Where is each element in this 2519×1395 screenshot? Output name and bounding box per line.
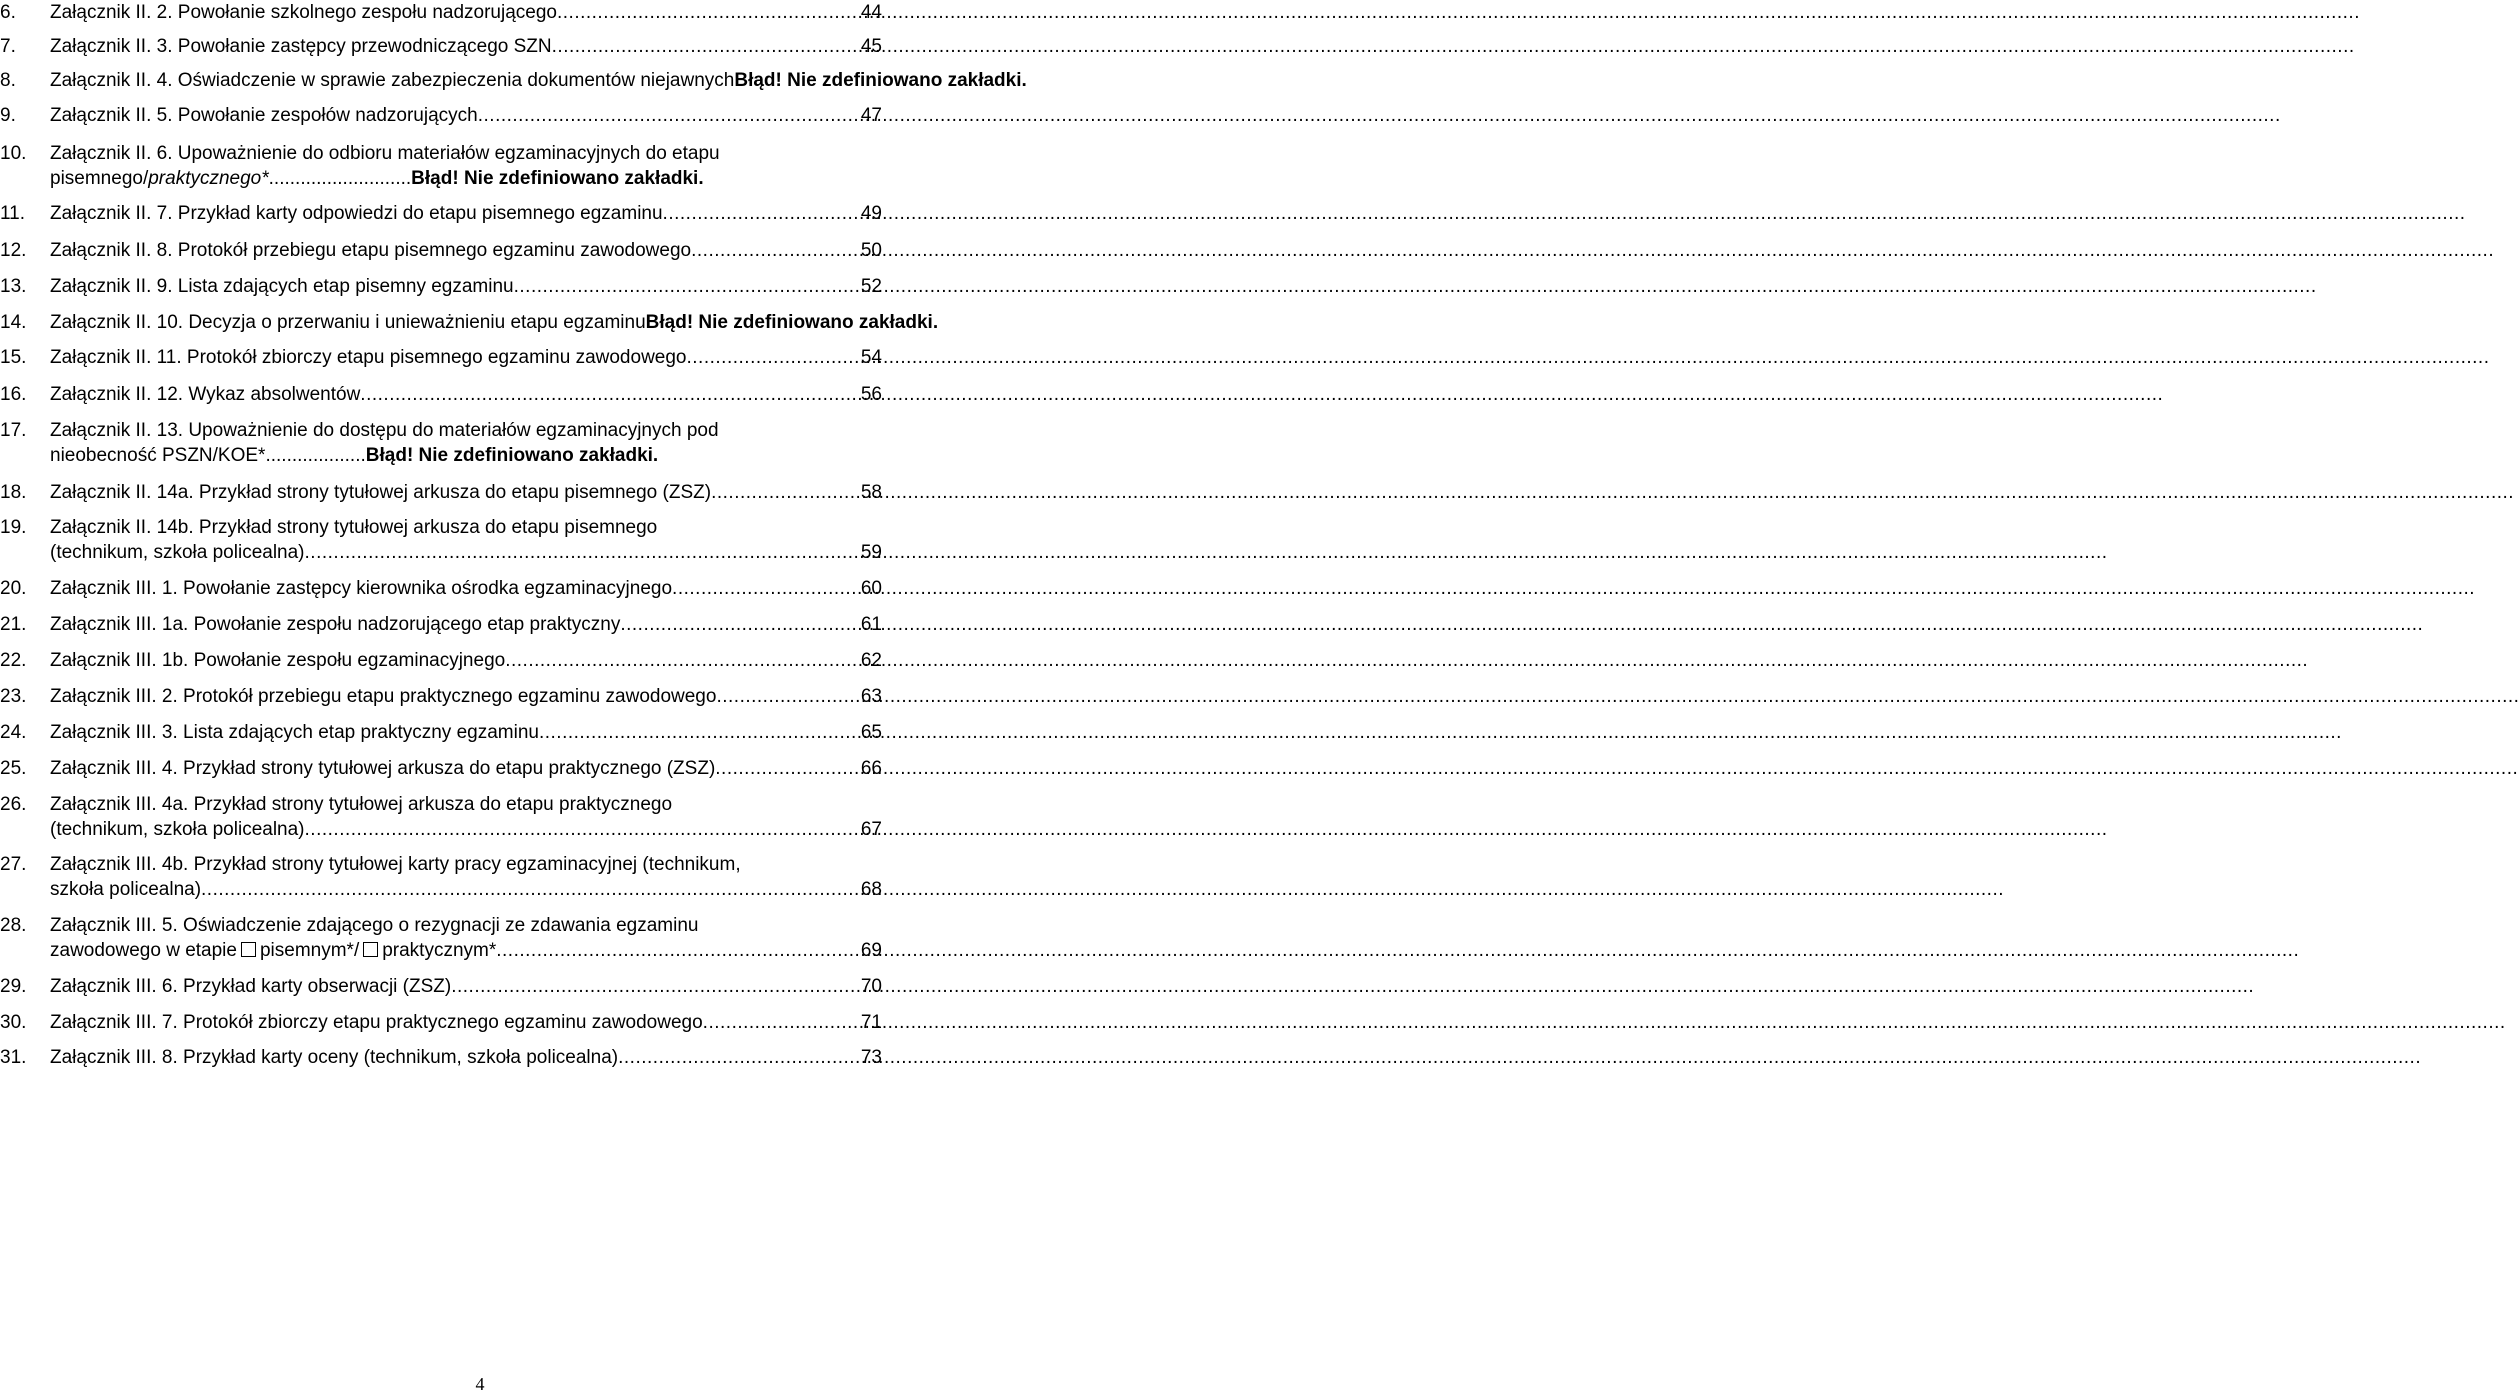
entry-page-number: 60 [860, 578, 882, 599]
dot-leader [620, 614, 2423, 636]
dot-leader: ........................... [268, 168, 412, 189]
entry-number: 6. [0, 2, 16, 23]
entry-title: Załącznik II. 8. Protokół przebiegu etapu pisemnego egzaminu zawodowego [50, 240, 692, 261]
entry-number: 10. [0, 143, 27, 164]
dot-leader [691, 240, 2494, 262]
entry-number: 15. [0, 347, 27, 368]
entry-number: 18. [0, 482, 27, 503]
entry-page-number: 63 [860, 686, 882, 707]
entry-page-number: 56 [860, 384, 882, 405]
entry-title-continued: (technikum, szkoła policealna) [50, 542, 305, 563]
entry-number: 30. [0, 1012, 27, 1033]
entry-number: 14. [0, 312, 27, 333]
entry-number: 16. [0, 384, 27, 405]
option-written: pisemnym*/ [259, 940, 360, 961]
entry-title: Załącznik II. 6. Upoważnienie do odbioru materiałów egzaminacyjnych do etapu [50, 143, 720, 164]
entry-number: 26. [0, 794, 27, 815]
dot-leader [505, 650, 2308, 672]
entry-page-number: 58 [860, 482, 882, 503]
entry-page-number: 71 [860, 1012, 882, 1033]
entry-title: Załącznik III. 6. Przykład karty obserwacji (ZSZ) [50, 976, 452, 997]
entry-number: 13. [0, 276, 27, 297]
entry-title-italic: praktycznego* [148, 168, 269, 189]
entry-page-number: 69 [860, 940, 882, 961]
entry-number: 17. [0, 420, 27, 441]
entry-page-number: 44 [860, 2, 882, 23]
entry-number: 27. [0, 854, 27, 875]
bookmark-error: Błąd! Nie zdefiniowano zakładki. [365, 445, 659, 466]
entry-title: Załącznik II. 14b. Przykład strony tytułowej arkusza do etapu pisemnego [50, 517, 658, 538]
dot-leader [305, 542, 2108, 564]
dot-leader [552, 36, 2355, 58]
dot-leader: ................... [265, 445, 366, 466]
entry-page-number: 66 [860, 758, 882, 779]
entry-page-number: 61 [860, 614, 882, 635]
entry-title: Załącznik II. 11. Protokół zbiorczy etapu pisemnego egzaminu zawodowego [50, 347, 687, 368]
dot-leader [496, 940, 2299, 962]
dot-leader [716, 686, 2519, 708]
entry-title: Załącznik III. 4a. Przykład strony tytułowej arkusza do etapu praktycznego [50, 794, 673, 815]
dot-leader [672, 578, 2475, 600]
entry-title-continued: zawodowego w etapie [50, 940, 237, 961]
entry-number: 11. [0, 203, 26, 224]
entry-page-number: 52 [860, 276, 882, 297]
entry-page-number: 54 [860, 347, 882, 368]
entry-page-number: 73 [860, 1047, 882, 1068]
dot-leader [663, 203, 2466, 225]
checkbox-icon [241, 942, 256, 957]
dot-leader [711, 482, 2514, 504]
entry-title: Załącznik II. 13. Upoważnienie do dostępu do materiałów egzaminacyjnych pod [50, 420, 719, 441]
entry-page-number: 65 [860, 722, 882, 743]
entry-number: 29. [0, 976, 27, 997]
entry-title-continued: (technikum, szkoła policealna) [50, 819, 305, 840]
entry-page-number: 67 [860, 819, 882, 840]
entry-title: Załącznik III. 1b. Powołanie zespołu egzaminacyjnego [50, 650, 506, 671]
entry-page-number: 50 [860, 240, 882, 261]
entry-number: 25. [0, 758, 27, 779]
dot-leader [539, 722, 2342, 744]
entry-title-continued: szkoła policealna) [50, 879, 202, 900]
dot-leader [478, 105, 2281, 127]
entry-page-number: 70 [860, 976, 882, 997]
dot-leader [618, 1047, 2421, 1069]
entry-title: Załącznik III. 7. Protokół zbiorczy etapu praktycznego egzaminu zawodowego [50, 1012, 703, 1033]
entry-title: Załącznik III. 1. Powołanie zastępcy kierownika ośrodka egzaminacyjnego [50, 578, 673, 599]
entry-number: 23. [0, 686, 27, 707]
entry-number: 12. [0, 240, 27, 261]
entry-title: Załącznik II. 10. Decyzja o przerwaniu i unieważnieniu etapu egzaminu [50, 312, 646, 333]
dot-leader [687, 347, 2490, 369]
entry-number: 7. [0, 36, 16, 57]
entry-title: Załącznik III. 5. Oświadczenie zdającego o rezygnacji ze zdawania egzaminu [50, 915, 699, 936]
entry-number: 19. [0, 517, 27, 538]
entry-number: 9. [0, 105, 16, 126]
entry-number: 8. [0, 70, 16, 91]
entry-title: Załącznik II. 3. Powołanie zastępcy przewodniczącego SZN [50, 36, 552, 57]
dot-leader [715, 758, 2518, 780]
entry-page-number: 68 [860, 879, 882, 900]
entry-page-number: 49 [860, 203, 882, 224]
bookmark-error: Błąd! Nie zdefiniowano zakładki. [645, 312, 939, 333]
entry-number: 21. [0, 614, 27, 635]
entry-title: Załącznik II. 14a. Przykład strony tytułowej arkusza do etapu pisemnego (ZSZ) [50, 482, 712, 503]
option-practical: praktycznym* [382, 940, 497, 961]
entry-page-number: 45 [860, 36, 882, 57]
entry-page-number: 59 [860, 542, 882, 563]
entry-title: Załącznik II. 9. Lista zdających etap pisemny egzaminu [50, 276, 514, 297]
entry-title: Załącznik III. 8. Przykład karty oceny (technikum, szkoła policealna) [50, 1047, 619, 1068]
entry-number: 20. [0, 578, 27, 599]
entry-number: 22. [0, 650, 27, 671]
entry-page-number: 47 [860, 105, 882, 126]
entry-title: Załącznik III. 1a. Powołanie zespołu nadzorującego etap praktyczny [50, 614, 621, 635]
entry-title: Załącznik III. 4. Przykład strony tytułowej arkusza do etapu praktycznego (ZSZ) [50, 758, 716, 779]
entry-title: Załącznik III. 2. Protokół przebiegu etapu praktycznego egzaminu zawodowego [50, 686, 717, 707]
checkbox-icon [363, 942, 378, 957]
bookmark-error: Błąd! Nie zdefiniowano zakładki. [411, 168, 704, 189]
dot-leader [557, 2, 2360, 24]
entry-title: Załącznik III. 3. Lista zdających etap praktyczny egzaminu [50, 722, 539, 743]
entry-title: Załącznik II. 2. Powołanie szkolnego zespołu nadzorującego [50, 2, 557, 23]
dot-leader [514, 276, 2317, 298]
entry-title-continued: nieobecność PSZN/KOE* [50, 445, 266, 466]
bookmark-error: Błąd! Nie zdefiniowano zakładki. [734, 70, 1027, 91]
dot-leader [360, 384, 2163, 406]
entry-number: 31. [0, 1047, 27, 1068]
entry-page-number: 62 [860, 650, 882, 671]
dot-leader [451, 976, 2254, 998]
entry-title: Załącznik II. 7. Przykład karty odpowiedzi do etapu pisemnego egzaminu [50, 203, 663, 224]
entry-title: Załącznik III. 4b. Przykład strony tytułowej karty pracy egzaminacyjnej (technikum, [50, 854, 741, 875]
dot-leader [201, 879, 2004, 901]
entry-title-continued: pisemnego/ [50, 168, 149, 189]
entry-title: Załącznik II. 5. Powołanie zespołów nadzorujących [50, 105, 478, 126]
entry-number: 24. [0, 722, 27, 743]
entry-title: Załącznik II. 12. Wykaz absolwentów [50, 384, 361, 405]
dot-leader [305, 819, 2108, 841]
entry-title: Załącznik II. 4. Oświadczenie w sprawie zabezpieczenia dokumentów niejawnych [50, 70, 735, 91]
entry-number: 28. [0, 915, 27, 936]
dot-leader [703, 1012, 2506, 1034]
page-number: 4 [475, 1374, 485, 1394]
